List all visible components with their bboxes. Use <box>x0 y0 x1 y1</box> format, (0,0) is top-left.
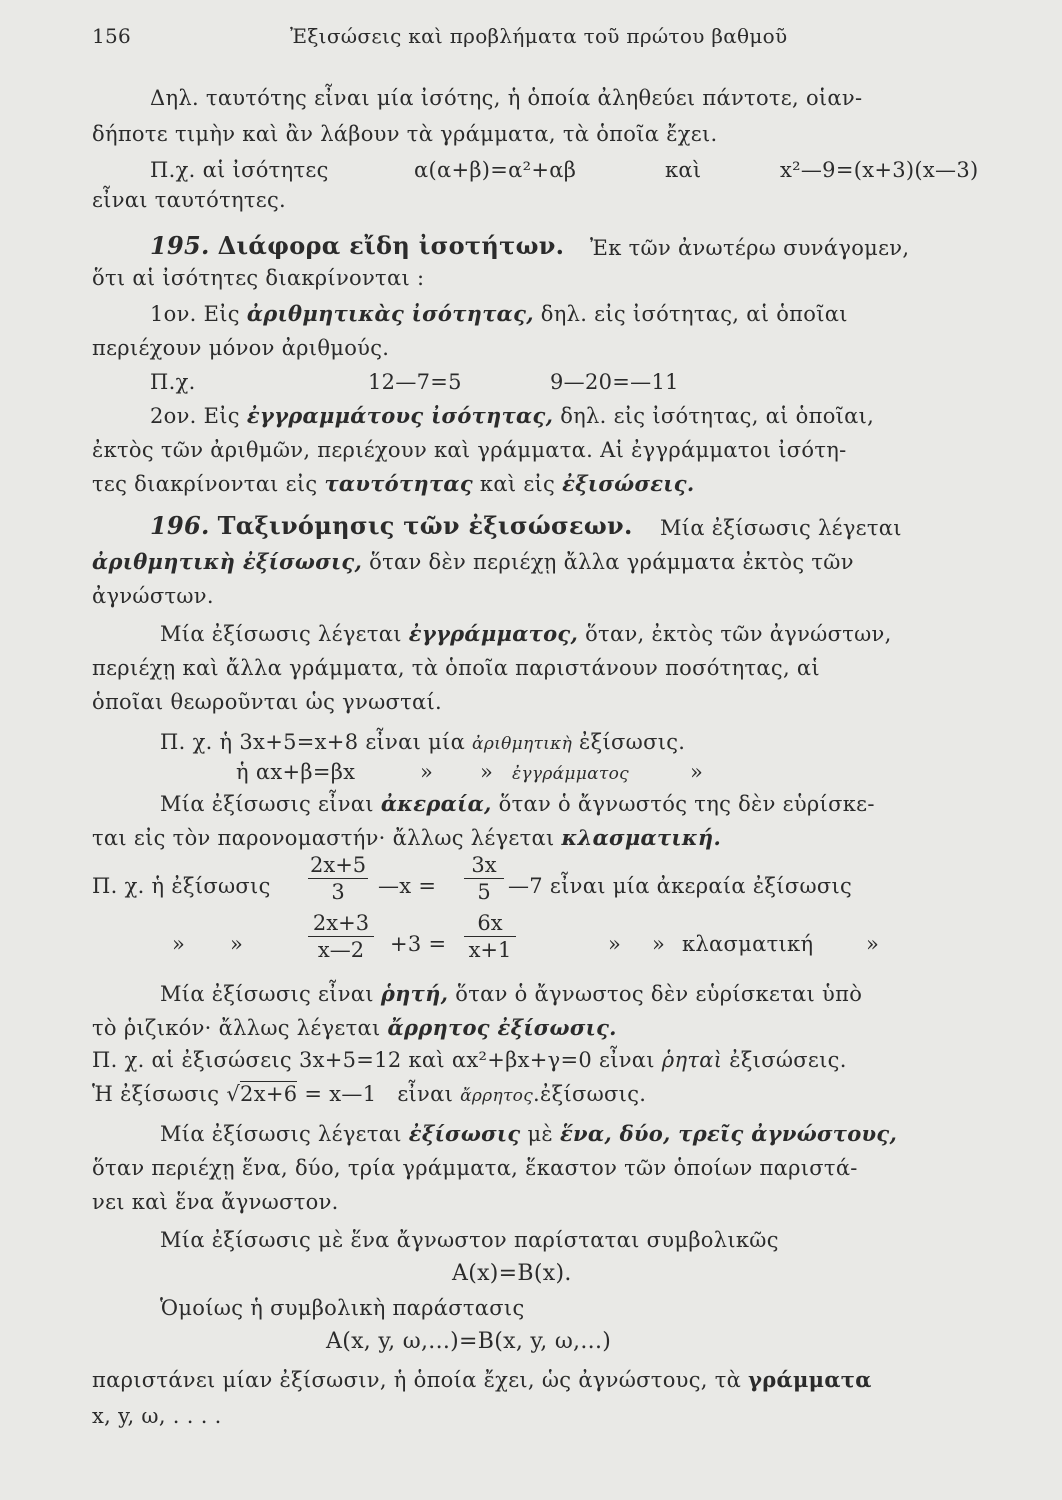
fraction-numerator: 3x <box>464 852 504 879</box>
text-span: ὅταν δὲν περιέχῃ ἄλλα γράμματα ἐκτὸς τῶν <box>369 550 854 574</box>
ditto-mark: » <box>652 932 666 956</box>
text-span: δηλ. εἰς ἰσότητας, αἱ ὁποῖαι <box>540 302 848 326</box>
ditto-mark: » <box>172 932 186 956</box>
term-inline: ἄρρητος <box>460 1086 534 1106</box>
fraction-denominator: x—2 <box>317 938 365 962</box>
term-unknowns: ἕνα, δύο, τρεῖς ἀγνώστους, <box>559 1121 898 1146</box>
text-line <box>160 728 685 758</box>
text-line: x, y, ω, . . . . <box>92 1404 222 1428</box>
section-number: 195. <box>150 231 210 260</box>
ditto-mark: » <box>230 932 244 956</box>
text-span: γράμματα <box>748 1367 872 1392</box>
text-span: Μία ἐξίσωσις εἶναι <box>160 792 374 816</box>
text-span: Ἡ ἐξίσωσις <box>92 1082 220 1106</box>
ditto-mark: » <box>608 932 622 956</box>
radicand: 2x+6 <box>240 1082 298 1106</box>
text-line <box>92 1366 872 1394</box>
text-line: εἶναι ταυτότητες. <box>92 188 287 212</box>
term-literal-equation: ἐγγράμματος, <box>408 621 579 646</box>
term-inline: ἐγγράμματος <box>512 764 629 784</box>
running-title: Ἐξισώσεις καὶ προβλήματα τοῦ πρώτου βαθμοῦ <box>290 24 788 48</box>
text-line <box>92 824 721 852</box>
formula-part: +3 = <box>390 932 447 956</box>
item-label: 2ον. Εἰς <box>150 404 240 428</box>
text-line <box>92 548 854 576</box>
example-label: Π. χ. ἡ ἐξίσωσις <box>92 874 271 898</box>
text-line: ὁποῖαι θεωροῦνται ὡς γνωσταί. <box>92 690 443 714</box>
term-irrational: ἄρρητος ἐξίσωσις. <box>387 1015 617 1040</box>
text-line: Μία ἐξίσωσις λέγεται <box>660 516 902 540</box>
fraction <box>464 852 504 905</box>
fraction-denominator: x+1 <box>468 938 512 962</box>
text-span: ὅταν ὁ ἄγνωστος δὲν εὑρίσκεται ὑπὸ <box>455 982 863 1006</box>
text-line: ἀγνώστων. <box>92 584 214 608</box>
text-line: Δηλ. ταυτότης εἶναι μία ἰσότης, ἡ ὁποία ἀληθεύει πάντοτε, οἱαν- <box>150 86 863 110</box>
fraction-numerator: 6x <box>464 910 516 937</box>
identity-formula: α(α+β)=α²+αβ <box>414 158 577 182</box>
text-span: Μία ἐξίσωσις εἶναι <box>160 982 374 1006</box>
text-line: ὅταν περιέχῃ ἕνα, δύο, τρία γράμματα, ἕκαστον τῶν ὁποίων παριστά- <box>92 1156 858 1180</box>
page-number: 156 <box>92 24 132 48</box>
text-line <box>150 402 874 430</box>
term-equation: ἐξίσωσις <box>408 1121 521 1146</box>
text-span: καὶ εἰς <box>479 472 556 496</box>
text-span: Π. χ. αἱ ἐξισώσεις 3x+5=12 καὶ αx²+βx+γ=0 εἶναι <box>92 1048 655 1072</box>
formula-part: —7 εἶναι μία ἀκεραία ἐξίσωσις <box>508 874 853 898</box>
text-line <box>92 1014 617 1042</box>
text-span: παριστάνει μίαν ἐξίσωσιν, ἡ ὁποία ἔχει, ὡς ἀγνώστους, τὰ <box>92 1368 742 1392</box>
text-span: ὅταν ὁ ἄγνωστός της δὲν εὑρίσκε- <box>498 792 875 816</box>
text-line: δήποτε τιμὴν καὶ ἂν λάβουν τὰ γράμματα, τὰ ὁποῖα ἔχει. <box>92 122 718 146</box>
ditto-mark: » <box>420 760 434 784</box>
text-span: ἐξίσωσις. <box>579 730 686 754</box>
text-line <box>150 156 329 184</box>
section-heading <box>150 512 633 540</box>
text-line <box>160 1120 897 1148</box>
text-span: ται εἰς τὸν παρονομαστήν· ἄλλως λέγεται <box>92 826 555 850</box>
ditto-mark: » <box>866 932 880 956</box>
section-heading <box>150 232 564 260</box>
fraction <box>464 910 516 963</box>
text-line: Μία ἐξίσωσις μὲ ἕνα ἄγνωστον παρίσταται συμβολικῶς <box>160 1228 779 1252</box>
text-line: περιέχουν μόνον ἀριθμούς. <box>92 336 390 360</box>
text-line: ἐκτὸς τῶν ἀριθμῶν, περιέχουν καὶ γράμματα. Αἱ ἐγγράμματοι ἰσότη- <box>92 438 847 462</box>
term-inline: ῥηταὶ <box>661 1048 723 1072</box>
fraction-numerator: 2x+5 <box>310 853 367 877</box>
text-span: Μία ἐξίσωσις λέγεται <box>160 1122 402 1146</box>
item-label: 1ον. Εἰς <box>150 302 240 326</box>
text-span: τες διακρίνονται εἰς <box>92 472 318 496</box>
text-span: Μία ἐξίσωσις λέγεται <box>160 622 402 646</box>
example-formula: ἡ αx+β=βx <box>236 760 356 784</box>
ditto-mark: » <box>690 760 704 784</box>
text-span: .ἐξίσωσις. <box>533 1082 647 1106</box>
section-title: Διάφορα εἴδη ἰσοτήτων. <box>217 231 565 260</box>
example-label: Π.χ. αἱ ἰσότητες <box>150 158 329 182</box>
term-equations: ἐξισώσεις. <box>562 471 695 496</box>
fraction-denominator: 5 <box>477 880 491 904</box>
ditto-mark: » <box>480 760 494 784</box>
display-formula: A(x, y, ω,...)=B(x, y, ω,...) <box>326 1329 612 1354</box>
example-formula: 12—7=5 <box>368 370 462 394</box>
text-span: ἐξισώσεις. <box>729 1048 847 1072</box>
text-span: εἶναι <box>397 1082 454 1106</box>
term-rational: ῥητή, <box>380 981 449 1006</box>
text-span: μὲ <box>527 1122 553 1146</box>
term-numeric-equation: ἀριθμητικὴ ἐξίσωσις, <box>92 549 363 574</box>
text-span: δηλ. εἰς ἰσότητας, αἱ ὁποῖαι, <box>560 404 875 428</box>
term-inline: ἀριθμητικὴ <box>472 734 573 754</box>
text-line: Ἐκ τῶν ἀνωτέρω συνάγομεν, <box>590 236 910 260</box>
text-span: = x—1 <box>304 1082 377 1106</box>
text-line <box>92 1046 847 1074</box>
text-word: καὶ <box>665 158 702 182</box>
text-line <box>160 790 875 818</box>
text-line <box>160 980 862 1008</box>
term-fractional: κλασματική. <box>561 825 722 850</box>
fraction <box>308 910 374 963</box>
term-literal-equalities: ἐγγραμμάτους ἰσότητας, <box>246 403 554 428</box>
text-line <box>150 300 848 328</box>
text-line <box>92 470 694 498</box>
text-line: ὅτι αἱ ἰσότητες διακρίνονται : <box>92 266 425 290</box>
radical-sign: √ <box>226 1082 241 1106</box>
section-title: Ταξινόμησις τῶν ἐξισώσεων. <box>217 511 633 540</box>
formula-part: κλασματική <box>682 932 814 956</box>
term-identities: ταυτότητας <box>324 471 473 496</box>
text-span: ὅταν, ἐκτὸς τῶν ἀγνώστων, <box>585 622 892 646</box>
text-line <box>160 620 892 648</box>
text-line: νει καὶ ἕνα ἄγνωστον. <box>92 1190 339 1214</box>
formula-part: —x = <box>378 874 437 898</box>
text-line: περιέχῃ καὶ ἄλλα γράμματα, τὰ ὁποῖα παριστάνουν ποσότητας, αἱ <box>92 656 820 680</box>
text-span: Π. χ. ἡ 3x+5=x+8 εἶναι μία <box>160 730 466 754</box>
example-formula: 9—20=—11 <box>550 370 679 394</box>
example-label: Π.χ. <box>150 370 196 394</box>
section-number: 196. <box>150 511 210 540</box>
fraction-denominator: 3 <box>331 880 345 904</box>
display-formula: A(x)=B(x). <box>452 1261 572 1286</box>
text-line: Ὁμοίως ἡ συμβολικὴ παράστασις <box>160 1296 525 1320</box>
fraction <box>308 852 368 905</box>
identity-formula: x²—9=(x+3)(x—3) <box>780 158 979 182</box>
text-line <box>92 1080 646 1110</box>
text-span: τὸ ῥιζικόν· ἄλλως λέγεται <box>92 1016 381 1040</box>
fraction-numerator: 2x+3 <box>308 910 374 937</box>
term-integral: ἀκεραία, <box>380 791 492 816</box>
term-numeric-equalities: ἀριθμητικὰς ἰσότητας, <box>246 301 534 326</box>
